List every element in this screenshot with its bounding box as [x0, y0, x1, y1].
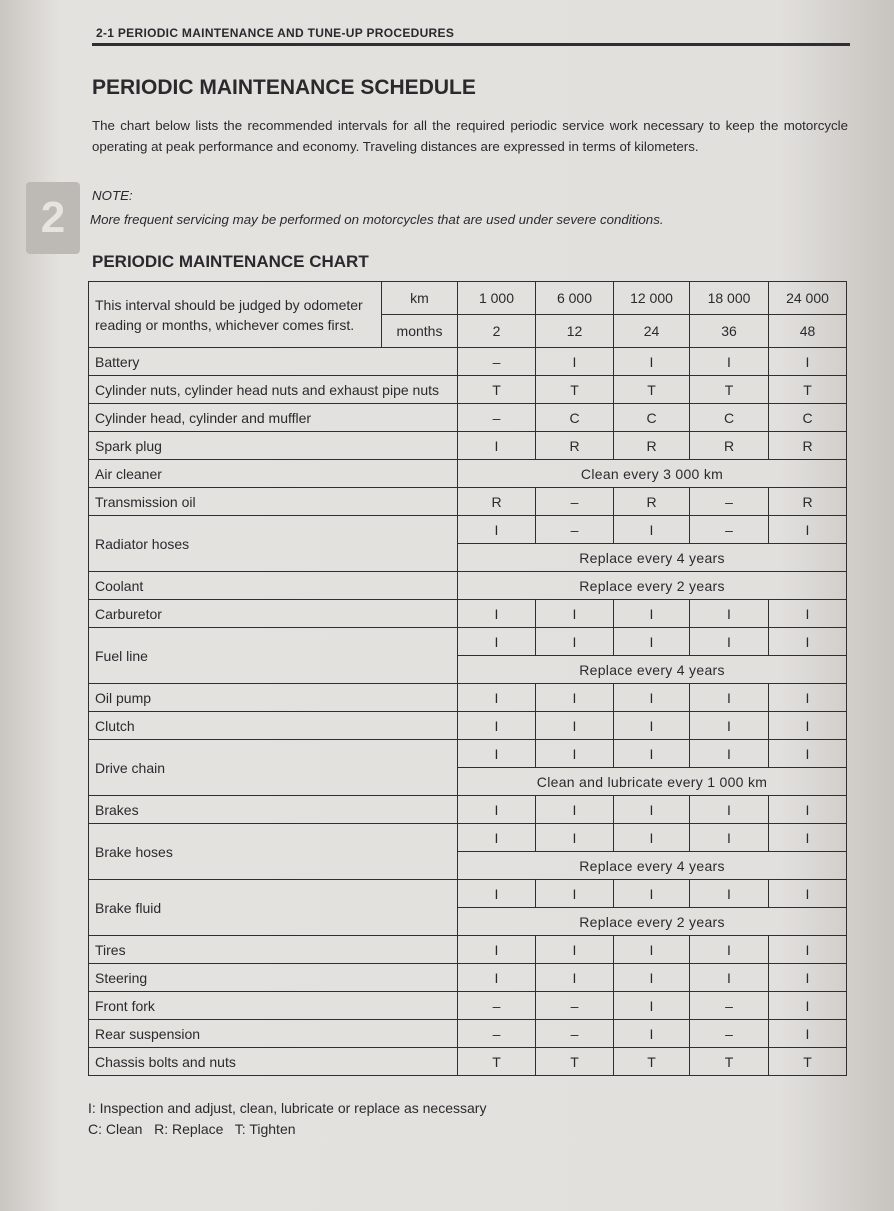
item-label: Cylinder head, cylinder and muffler — [89, 404, 458, 432]
table-row — [89, 432, 847, 460]
interval-value: I — [458, 796, 536, 824]
km-value: 1 000 — [458, 282, 536, 315]
table-row — [89, 404, 847, 432]
interval-value: – — [536, 516, 614, 544]
interval-value: I — [536, 964, 614, 992]
item-label: Carburetor — [89, 600, 458, 628]
interval-value: I — [769, 936, 847, 964]
interval-value: I — [769, 600, 847, 628]
interval-span-note: Replace every 2 years — [458, 572, 847, 600]
table-row — [89, 628, 847, 656]
interval-value: T — [690, 376, 769, 404]
table-row — [89, 572, 847, 600]
interval-value: I — [690, 628, 769, 656]
interval-value: R — [536, 432, 614, 460]
km-value: 12 000 — [614, 282, 690, 315]
table-row — [89, 600, 847, 628]
interval-value: I — [690, 684, 769, 712]
item-label: Brake fluid — [89, 880, 458, 936]
interval-value: R — [690, 432, 769, 460]
interval-value: T — [769, 1048, 847, 1076]
interval-value: I — [458, 740, 536, 768]
interval-value: – — [536, 992, 614, 1020]
interval-value: I — [458, 880, 536, 908]
interval-value: I — [614, 964, 690, 992]
interval-span-note: Replace every 4 years — [458, 544, 847, 572]
interval-value: I — [690, 824, 769, 852]
interval-value: – — [690, 1020, 769, 1048]
table-row — [89, 460, 847, 488]
interval-span-note: Clean and lubricate every 1 000 km — [458, 768, 847, 796]
interval-value: I — [769, 824, 847, 852]
item-label: Rear suspension — [89, 1020, 458, 1048]
item-label: Fuel line — [89, 628, 458, 684]
maintenance-table — [88, 281, 847, 1076]
interval-value: T — [690, 1048, 769, 1076]
page-title: PERIODIC MAINTENANCE SCHEDULE — [92, 76, 476, 99]
item-label: Cylinder nuts, cylinder head nuts and exhaust pipe nuts — [89, 376, 458, 404]
interval-value: I — [614, 824, 690, 852]
table-row — [89, 964, 847, 992]
km-value: 24 000 — [769, 282, 847, 315]
months-value: 2 — [458, 315, 536, 348]
interval-value: – — [536, 1020, 614, 1048]
interval-value: I — [690, 348, 769, 376]
interval-value: T — [536, 1048, 614, 1076]
item-label: Front fork — [89, 992, 458, 1020]
note-text: More frequent servicing may be performed on motorcycles that are used under severe conditions. — [90, 212, 664, 227]
interval-value: I — [690, 964, 769, 992]
interval-value: I — [614, 936, 690, 964]
chart-title: PERIODIC MAINTENANCE CHART — [92, 252, 369, 271]
section-tab: 2 — [26, 182, 80, 254]
item-label: Transmission oil — [89, 488, 458, 516]
interval-value: C — [614, 404, 690, 432]
interval-value: I — [536, 796, 614, 824]
legend-line-2: C: Clean R: Replace T: Tighten — [88, 1121, 296, 1137]
item-label: Drive chain — [89, 740, 458, 796]
table-row — [89, 348, 847, 376]
table-row — [89, 376, 847, 404]
interval-value: I — [769, 964, 847, 992]
interval-value: I — [614, 712, 690, 740]
interval-value: I — [769, 516, 847, 544]
table-row — [89, 824, 847, 852]
km-value: 18 000 — [690, 282, 769, 315]
table-row — [89, 880, 847, 908]
interval-value: R — [614, 488, 690, 516]
interval-value: I — [536, 880, 614, 908]
interval-value: – — [458, 992, 536, 1020]
item-label: Coolant — [89, 572, 458, 600]
legend-line-1: I: Inspection and adjust, clean, lubricate or replace as necessary — [88, 1100, 487, 1116]
interval-value: I — [690, 740, 769, 768]
interval-value: I — [690, 712, 769, 740]
months-value: 36 — [690, 315, 769, 348]
interval-value: I — [536, 740, 614, 768]
note-label: NOTE: — [92, 188, 133, 203]
item-label: Air cleaner — [89, 460, 458, 488]
interval-value: I — [536, 628, 614, 656]
item-label: Radiator hoses — [89, 516, 458, 572]
interval-value: – — [458, 348, 536, 376]
interval-value: I — [769, 348, 847, 376]
interval-value: I — [614, 600, 690, 628]
interval-value: I — [458, 600, 536, 628]
legend — [88, 1098, 486, 1140]
table-row — [89, 1020, 847, 1048]
interval-value: I — [690, 880, 769, 908]
interval-span-note: Replace every 4 years — [458, 656, 847, 684]
interval-value: T — [614, 1048, 690, 1076]
item-label: Steering — [89, 964, 458, 992]
interval-value: – — [690, 516, 769, 544]
interval-value: I — [614, 796, 690, 824]
interval-value: I — [614, 992, 690, 1020]
item-label: Tires — [89, 936, 458, 964]
interval-value: I — [458, 432, 536, 460]
intro-paragraph: The chart below lists the recommended intervals for all the required periodic service work necessary to keep the motorcycle operating at peak performance and economy. Traveling distances are expressed in terms of kilometers. — [92, 118, 848, 154]
interval-value: – — [536, 488, 614, 516]
interval-value: I — [458, 684, 536, 712]
interval-value: I — [769, 1020, 847, 1048]
interval-value: R — [458, 488, 536, 516]
interval-value: I — [458, 936, 536, 964]
item-label: Oil pump — [89, 684, 458, 712]
months-value: 24 — [614, 315, 690, 348]
interval-value: R — [769, 488, 847, 516]
table-row — [89, 712, 847, 740]
interval-value: I — [769, 628, 847, 656]
interval-value: I — [690, 936, 769, 964]
interval-value: I — [614, 684, 690, 712]
interval-value: I — [536, 348, 614, 376]
interval-value: I — [458, 964, 536, 992]
interval-note: This interval should be judged by odometer reading or months, whichever comes first. — [89, 282, 382, 348]
km-label: km — [382, 282, 458, 315]
interval-value: I — [536, 712, 614, 740]
item-label: Brakes — [89, 796, 458, 824]
table-row — [89, 740, 847, 768]
interval-value: C — [769, 404, 847, 432]
interval-value: – — [690, 992, 769, 1020]
interval-value: I — [536, 600, 614, 628]
interval-value: I — [769, 992, 847, 1020]
interval-value: I — [769, 712, 847, 740]
table-row — [89, 516, 847, 544]
interval-value: T — [614, 376, 690, 404]
interval-value: I — [690, 796, 769, 824]
interval-value: C — [536, 404, 614, 432]
table-row — [89, 684, 847, 712]
table-row — [89, 936, 847, 964]
months-label: months — [382, 315, 458, 348]
item-label: Brake hoses — [89, 824, 458, 880]
interval-value: I — [690, 600, 769, 628]
interval-value: I — [536, 824, 614, 852]
table-row — [89, 992, 847, 1020]
interval-value: T — [536, 376, 614, 404]
interval-span-note: Replace every 2 years — [458, 908, 847, 936]
interval-value: I — [614, 740, 690, 768]
interval-value: I — [769, 740, 847, 768]
running-header: 2-1 PERIODIC MAINTENANCE AND TUNE-UP PROCEDURES — [96, 26, 455, 40]
interval-value: – — [690, 488, 769, 516]
interval-value: I — [458, 712, 536, 740]
interval-span-note: Replace every 4 years — [458, 852, 847, 880]
interval-value: I — [614, 516, 690, 544]
interval-value: I — [458, 824, 536, 852]
months-value: 48 — [769, 315, 847, 348]
item-label: Chassis bolts and nuts — [89, 1048, 458, 1076]
interval-value: R — [769, 432, 847, 460]
interval-value: I — [614, 880, 690, 908]
interval-value: R — [614, 432, 690, 460]
interval-value: T — [458, 376, 536, 404]
interval-value: I — [769, 796, 847, 824]
interval-value: I — [614, 1020, 690, 1048]
interval-value: T — [769, 376, 847, 404]
interval-value: I — [458, 628, 536, 656]
interval-value: I — [614, 348, 690, 376]
interval-value: I — [769, 684, 847, 712]
item-label: Clutch — [89, 712, 458, 740]
km-value: 6 000 — [536, 282, 614, 315]
header-rule — [92, 43, 850, 46]
months-value: 12 — [536, 315, 614, 348]
interval-value: I — [458, 516, 536, 544]
interval-value: T — [458, 1048, 536, 1076]
interval-value: I — [769, 880, 847, 908]
interval-value: I — [614, 628, 690, 656]
table-row — [89, 1048, 847, 1076]
interval-value: I — [536, 936, 614, 964]
table-row — [89, 488, 847, 516]
interval-span-note: Clean every 3 000 km — [458, 460, 847, 488]
interval-value: – — [458, 404, 536, 432]
table-row — [89, 796, 847, 824]
item-label: Spark plug — [89, 432, 458, 460]
interval-value: C — [690, 404, 769, 432]
interval-value: – — [458, 1020, 536, 1048]
item-label: Battery — [89, 348, 458, 376]
interval-value: I — [536, 684, 614, 712]
